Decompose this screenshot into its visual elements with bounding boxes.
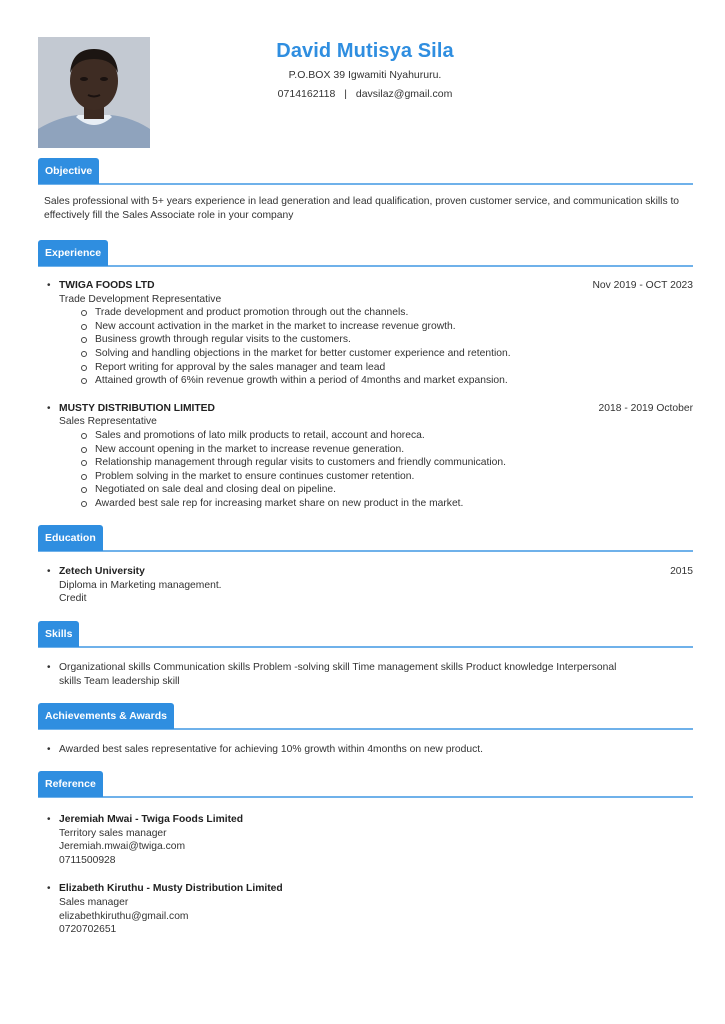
reference-section	[38, 771, 693, 937]
referee-email: Jeremiah.mwai@twiga.com	[59, 841, 186, 853]
qualification: Diploma in Marketing management.	[59, 579, 222, 591]
duty-item: Negotiated on sale deal and closing deal on pipeline.	[79, 483, 693, 497]
referee-phone: 0720702651	[59, 924, 117, 936]
section-header	[38, 240, 693, 266]
job-entry	[38, 402, 693, 511]
duty-item: New account activation in the market in the market to increase revenue growth.	[79, 320, 693, 334]
section-title: Reference	[38, 771, 103, 797]
section-header	[38, 621, 693, 647]
experience-section	[38, 240, 693, 511]
duty-item: New account opening in the market to increase revenue generation.	[79, 443, 693, 457]
contact-line	[150, 88, 580, 100]
referee-position: Territory sales manager	[59, 827, 167, 839]
achievements-section	[38, 703, 693, 757]
bullet: •	[47, 566, 51, 577]
reference-entry	[38, 813, 693, 867]
section-title: Achievements & Awards	[38, 703, 174, 729]
section-divider	[38, 265, 693, 267]
objective-text: Sales professional with 5+ years experience in lead generation and lead qualification, proven customer service, and communication skills to effectively fill the Sales Associate role in your company	[44, 196, 680, 221]
bullet: •	[47, 662, 51, 673]
section-header	[38, 771, 693, 797]
referee-email: elizabethkiruthu@gmail.com	[59, 910, 189, 922]
job-entry	[38, 279, 693, 388]
postal-address: P.O.BOX 39 Igwamiti Nyahururu.	[288, 69, 442, 81]
reference-entry	[38, 882, 693, 936]
portrait-image	[38, 37, 150, 148]
skills-text: Organizational skills Communication skills Problem -solving skill Time management skills Product knowledge Interpersonal skills Team leadership skill	[59, 662, 617, 687]
section-header	[38, 703, 693, 729]
profile-photo	[38, 37, 150, 148]
referee-phone: 0711500928	[59, 854, 116, 866]
duty-item: Business growth through regular visits to the customers.	[79, 333, 693, 347]
section-header	[38, 525, 693, 551]
section-title: Experience	[38, 240, 108, 266]
candidate-name: David Mutisya Sila	[276, 40, 454, 62]
referee-heading: Jeremiah Mwai - Twiga Foods Limited	[59, 814, 244, 825]
bullet: •	[47, 883, 51, 895]
job-role: Sales Representative	[59, 416, 157, 428]
grade: Credit	[59, 593, 87, 605]
bullet: •	[47, 744, 51, 755]
section-header	[38, 158, 693, 184]
duty-item: Awarded best sale rep for increasing market share on new product in the market.	[79, 497, 693, 511]
duty-item: Sales and promotions of lato milk products to retail, account and horeca.	[79, 429, 693, 443]
bullet: •	[47, 402, 51, 414]
duty-item: Report writing for approval by the sales manager and team lead	[79, 361, 693, 375]
bullet: •	[47, 814, 51, 825]
school-name: Zetech University	[59, 566, 145, 577]
email-address: davsilaz@gmail.com	[355, 88, 453, 100]
duty-item: Solving and handling objections in the market for better customer experience and retention.	[79, 347, 693, 361]
graduation-year: 2015	[670, 566, 693, 577]
duty-item: Attained growth of 6%in revenue growth within a period of 4months and market expansion.	[79, 374, 693, 388]
company-name: MUSTY DISTRIBUTION LIMITED	[59, 402, 215, 414]
section-divider	[38, 550, 693, 552]
duty-item: Relationship management through regular visits to customers and friendly communication.	[79, 456, 693, 470]
bullet: •	[47, 280, 51, 291]
duty-item: Problem solving in the market to ensure continues customer retention.	[79, 470, 693, 484]
duty-list	[59, 429, 693, 511]
resume-header	[150, 40, 580, 100]
section-title: Objective	[38, 158, 99, 184]
job-role: Trade Development Representative	[59, 293, 222, 305]
section-divider	[38, 796, 693, 798]
duty-item: Trade development and product promotion through out the channels.	[79, 306, 693, 320]
referee-position: Sales manager	[59, 896, 129, 908]
section-divider	[38, 646, 693, 648]
section-title: Skills	[38, 621, 79, 647]
skills-entry	[38, 661, 693, 688]
education-section	[38, 525, 693, 606]
section-divider	[38, 183, 693, 185]
achievement-entry	[38, 743, 693, 757]
achievement-text: Awarded best sales representative for achieving 10% growth within 4months on new product.	[59, 744, 483, 755]
job-dates: Nov 2019 - OCT 2023	[592, 280, 693, 291]
section-title: Education	[38, 525, 103, 551]
phone-number: 0714162118	[277, 88, 336, 100]
contact-separator: |	[344, 88, 347, 100]
objective-section	[38, 158, 693, 223]
duty-list	[59, 306, 693, 388]
job-dates: 2018 - 2019 October	[598, 402, 693, 414]
company-name: TWIGA FOODS LTD	[59, 280, 155, 291]
skills-section	[38, 621, 693, 688]
education-entry	[38, 565, 693, 606]
referee-heading: Elizabeth Kiruthu - Musty Distribution Limited	[59, 883, 283, 895]
